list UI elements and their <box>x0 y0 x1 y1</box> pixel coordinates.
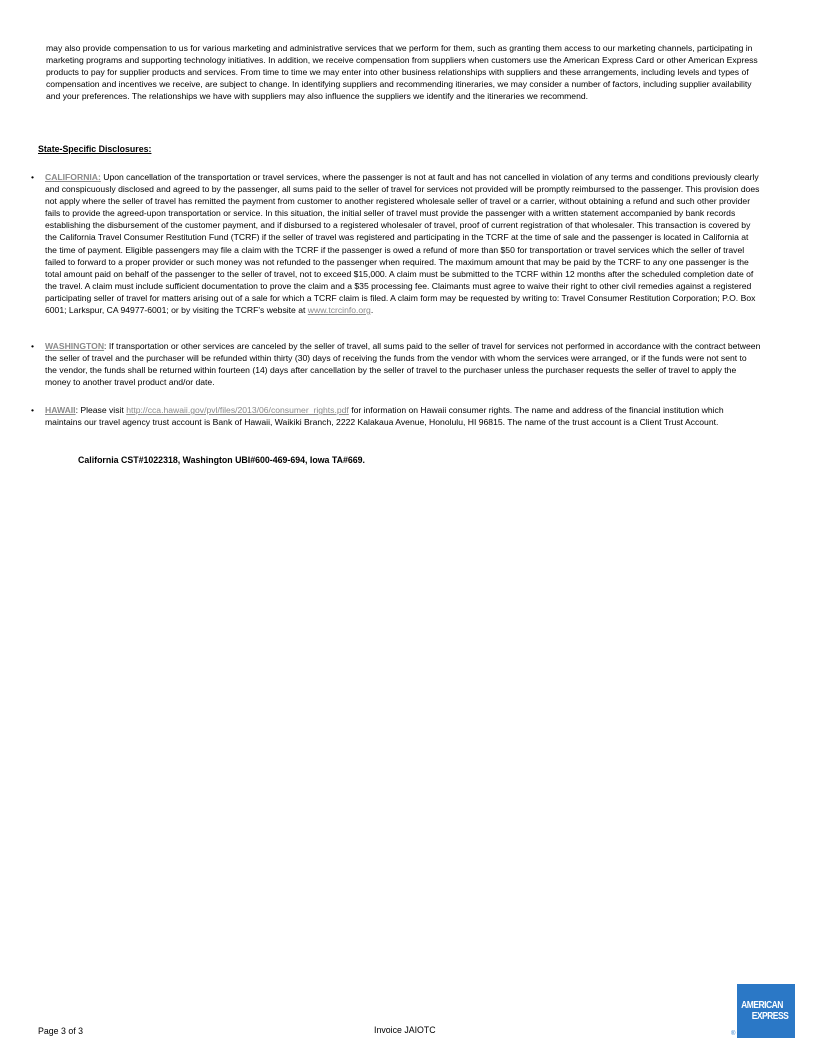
washington-label[interactable]: WASHINGTON <box>45 341 105 351</box>
state-disclosures-heading: State-Specific Disclosures: <box>38 144 152 154</box>
california-text: Upon cancellation of the transportation or travel services, where the passenger is not at fault and has not cancelled in violation of any terms and conditions previously clearly and conspicuously disclosed and agreed to by the passenger, all sums paid to the seller of travel for services not provided will be promptly reimbursed to the passenger. This provision does not apply where the seller of travel has remitted the payment from customer to another registered wholesale seller of travel or a carrier, without obtaining a refund and such other provider fails to provide the agreed-upon transportation or service. In this situation, the initial seller of travel must provide the passenger with a written statement accompanied by bank records establishing the disbursement of the customer payment, and if disbursed to a registered wholesaler of travel, proof of current registration of that wholesaler. This transaction is covered by the California Travel Consumer Restitution Fund (TCRF) if the seller of travel was registered and participating in the TCRF at the time of sale and the passenger is located in California at the time of payment. Eligible passengers may file a claim with the TCRF if the passenger is owed a refund of more than $50 for transportation or travel services which the seller of travel failed to forward to a proper provider or such money was not refunded to the passenger when required. The maximum amount that may be paid by the TCRF to any one passenger is the total amount paid on behalf of the passenger to the seller of travel, not to exceed $15,000. A claim must be submitted to the TCRF within 12 months after the scheduled completion date of the travel. A claim must include sufficient documentation to prove the claim and a $35 processing fee. Claimants must agree to waive their right to other civil remedies against a registered participating seller of travel for matters arising out of a sale for which a TCRF claim is filed. A claim form may be requested by writing to: Travel Consumer Restitution Corporation; P.O. Box 6001; Larkspur, CA 94977-6001; or by visiting the TCRF's website at <box>45 172 760 316</box>
hawaii-consumer-rights-link[interactable]: http://cca.hawaii.gov/pvl/files/2013/06/consumer_rights.pdf <box>126 405 349 415</box>
bullet: • <box>31 172 35 182</box>
bullet: • <box>31 341 35 351</box>
intro-paragraph: may also provide compensation to us for various marketing and administrative services that we perform for them, such as granting them access to our marketing channels, participating in marketing programs and supporting technology initiatives. In addition, we receive compensation from suppliers when customers use the American Express Card or other American Express products to pay for supplier products and services. From time to time we may enter into other business relationships with suppliers and these arrangements, including levels and types of compensation and incentives we receive, are subject to change. In identifying suppliers and recommending itineraries, we may consider a number of factors, including supplier availability and your preferences. The relationships we have with suppliers may also influence the suppliers we identify and the itineraries we recommend. <box>46 43 758 102</box>
disclosure-california <box>31 171 761 316</box>
washington-paragraph <box>45 340 761 388</box>
logo-line-2: EXPRESS <box>751 1011 789 1022</box>
hawaii-paragraph <box>45 404 761 428</box>
disclosure-hawaii <box>31 404 761 428</box>
hawaii-label[interactable]: HAWAII <box>45 405 76 415</box>
page-number: Page 3 of 3 <box>38 1026 83 1036</box>
invoice-id: Invoice JAIOTC <box>374 1025 436 1035</box>
bullet: • <box>31 405 35 415</box>
washington-text: : If transportation or other services are canceled by the seller of travel, all sums paid to the seller of travel for services not performed in accordance with the contract between the seller of travel and the purchaser will be refunded within thirty (30) days of receiving the funds from the vendor with whom the services were arranged, or if the funds were not sent to the vendor, the funds shall be returned within fourteen (14) days after cancellation by the seller of travel to the purchaser unless the purchaser requests the seller of travel to apply the money to another travel product and/or date. <box>45 341 761 388</box>
tcrf-website-link[interactable]: www.tcrcinfo.org <box>307 305 371 316</box>
license-numbers: California CST#1022318, Washington UBI#600-469-694, Iowa TA#669. <box>78 455 365 465</box>
california-label[interactable]: CALIFORNIA: <box>45 172 101 182</box>
hawaii-text: for information on Hawaii consumer rights. The name and address of the financial institution which maintains our travel agency trust account is Bank of Hawaii, Waikiki Branch, 2222 Kalakaua Avenue, Honolulu, HI 96815. The name of the trust account is a Client Trust Account. <box>45 405 724 428</box>
california-paragraph <box>45 171 761 316</box>
logo-line-1: AMERICAN <box>741 1000 783 1011</box>
american-express-logo <box>731 984 795 1038</box>
disclosure-washington <box>31 340 761 388</box>
california-end: . <box>370 305 374 316</box>
hawaii-pre: : Please visit <box>75 405 127 415</box>
registered-mark: ® <box>731 1030 736 1037</box>
